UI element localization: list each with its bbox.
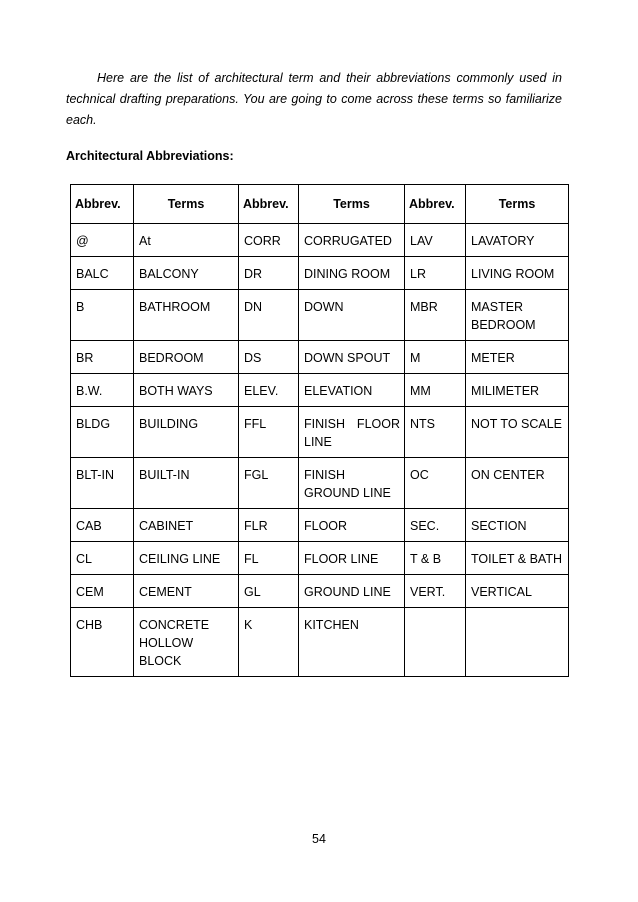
term-cell: BEDROOM xyxy=(134,341,239,374)
table-row xyxy=(71,407,569,458)
header-abbrev: Abbrev. xyxy=(71,185,134,224)
abbrev-cell: CORR xyxy=(239,224,299,257)
table-row xyxy=(71,290,569,341)
abbrev-cell: SEC. xyxy=(405,509,466,542)
table-body xyxy=(71,224,569,677)
term-cell: CONCRETE HOLLOW BLOCK xyxy=(134,608,239,677)
term-cell: NOT TO SCALE xyxy=(466,407,569,458)
abbrev-cell: OC xyxy=(405,458,466,509)
term-cell: BUILT-IN xyxy=(134,458,239,509)
term-cell: CEMENT xyxy=(134,575,239,608)
term-cell: TOILET & BATH xyxy=(466,542,569,575)
table-row xyxy=(71,224,569,257)
term-cell: FINISH GROUND LINE xyxy=(299,458,405,509)
abbrev-cell: VERT. xyxy=(405,575,466,608)
term-cell: MILIMETER xyxy=(466,374,569,407)
table-row xyxy=(71,374,569,407)
header-terms: Terms xyxy=(299,185,405,224)
term-cell: LIVING ROOM xyxy=(466,257,569,290)
header-row xyxy=(71,185,569,224)
abbrev-cell: FGL xyxy=(239,458,299,509)
abbrev-cell: CL xyxy=(71,542,134,575)
term-cell: CABINET xyxy=(134,509,239,542)
table-row xyxy=(71,608,569,677)
abbrev-cell: B.W. xyxy=(71,374,134,407)
term-cell: METER xyxy=(466,341,569,374)
term-cell xyxy=(466,608,569,677)
abbrev-cell: LR xyxy=(405,257,466,290)
abbrev-cell: BLT-IN xyxy=(71,458,134,509)
term-cell: ON CENTER xyxy=(466,458,569,509)
term-cell: ELEVATION xyxy=(299,374,405,407)
abbrev-cell: CHB xyxy=(71,608,134,677)
abbrev-cell: M xyxy=(405,341,466,374)
term-cell: GROUND LINE xyxy=(299,575,405,608)
abbrev-cell: K xyxy=(239,608,299,677)
term-cell: BALCONY xyxy=(134,257,239,290)
term-cell: CORRUGATED xyxy=(299,224,405,257)
header-terms: Terms xyxy=(134,185,239,224)
section-heading: Architectural Abbreviations: xyxy=(66,149,234,163)
term-cell: FLOOR xyxy=(299,509,405,542)
term-cell: MASTER BEDROOM xyxy=(466,290,569,341)
term-cell: At xyxy=(134,224,239,257)
abbrev-cell: B xyxy=(71,290,134,341)
term-cell: FLOOR LINE xyxy=(299,542,405,575)
term-cell: CEILING LINE xyxy=(134,542,239,575)
abbrev-cell: FFL xyxy=(239,407,299,458)
abbrev-cell: LAV xyxy=(405,224,466,257)
table-row xyxy=(71,341,569,374)
table-row xyxy=(71,458,569,509)
abbrev-cell: @ xyxy=(71,224,134,257)
table-row xyxy=(71,542,569,575)
header-terms: Terms xyxy=(466,185,569,224)
term-cell: LAVATORY xyxy=(466,224,569,257)
term-cell: KITCHEN xyxy=(299,608,405,677)
term-cell: SECTION xyxy=(466,509,569,542)
abbrev-cell: CAB xyxy=(71,509,134,542)
abbrev-cell: BLDG xyxy=(71,407,134,458)
term-cell: FINISH FLOOR LINE xyxy=(299,407,405,458)
term-cell: DOWN xyxy=(299,290,405,341)
intro-paragraph: Here are the list of architectural term and their abbreviations commonly used in technical drafting preparations. You are going to come across these terms so familiarize each. xyxy=(66,71,562,127)
abbrev-cell: MBR xyxy=(405,290,466,341)
abbrev-cell xyxy=(405,608,466,677)
abbrev-cell: ELEV. xyxy=(239,374,299,407)
abbrev-cell: CEM xyxy=(71,575,134,608)
abbrev-cell: T & B xyxy=(405,542,466,575)
abbrev-cell: NTS xyxy=(405,407,466,458)
abbrev-cell: DS xyxy=(239,341,299,374)
abbrev-cell: DR xyxy=(239,257,299,290)
table-header xyxy=(71,185,569,224)
abbrev-cell: FLR xyxy=(239,509,299,542)
abbreviations-table xyxy=(70,184,569,677)
term-cell: BATHROOM xyxy=(134,290,239,341)
abbrev-cell: FL xyxy=(239,542,299,575)
abbrev-cell: MM xyxy=(405,374,466,407)
header-abbrev: Abbrev. xyxy=(239,185,299,224)
abbrev-cell: GL xyxy=(239,575,299,608)
abbrev-cell: BR xyxy=(71,341,134,374)
term-cell: BOTH WAYS xyxy=(134,374,239,407)
term-cell: VERTICAL xyxy=(466,575,569,608)
term-cell: BUILDING xyxy=(134,407,239,458)
table-row xyxy=(71,257,569,290)
term-cell: DINING ROOM xyxy=(299,257,405,290)
page-number: 54 xyxy=(312,832,326,846)
abbrev-cell: BALC xyxy=(71,257,134,290)
table-row xyxy=(71,575,569,608)
abbrev-cell: DN xyxy=(239,290,299,341)
term-cell: DOWN SPOUT xyxy=(299,341,405,374)
header-abbrev: Abbrev. xyxy=(405,185,466,224)
table-row xyxy=(71,509,569,542)
